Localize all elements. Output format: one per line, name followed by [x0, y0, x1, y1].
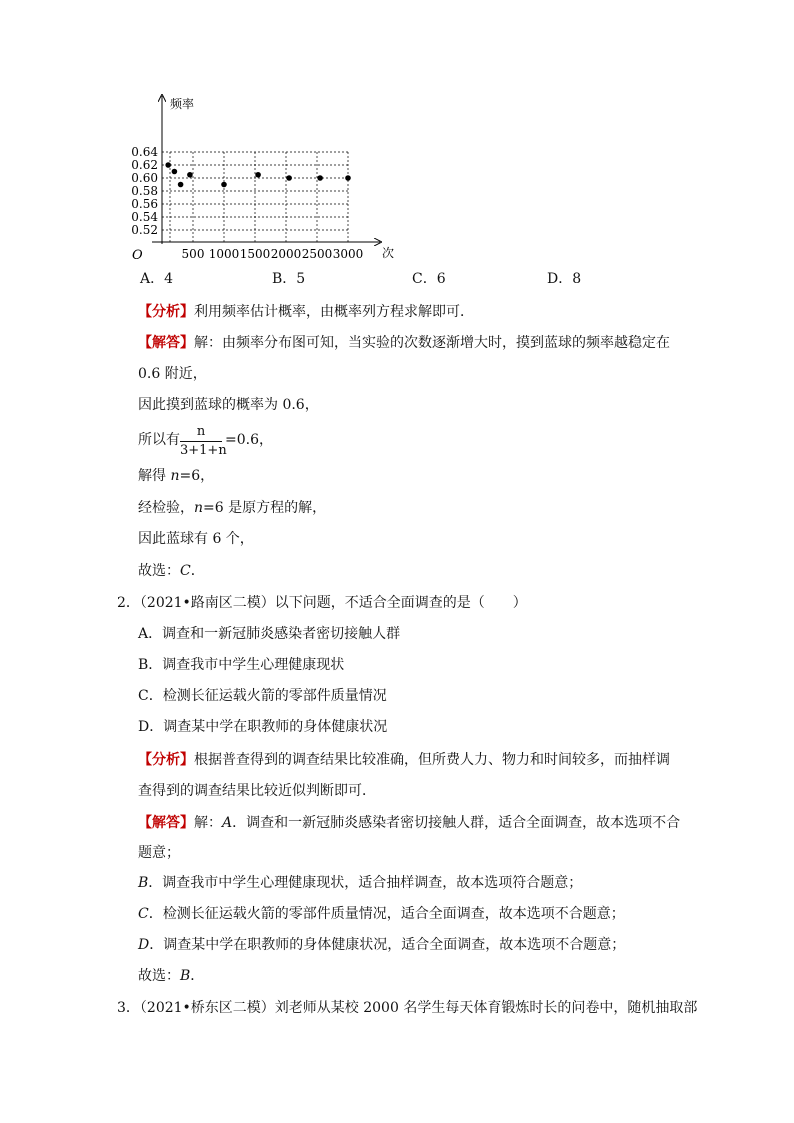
- option-c: C．6: [412, 271, 446, 287]
- q2-answer-b: B．调查我市中学生心理健康现状，适合抽样调查，故本选项符合题意；: [138, 875, 583, 891]
- x-tick-label: 500: [181, 247, 205, 261]
- q2-option-b: B．调查我市中学生心理健康现状: [138, 657, 345, 673]
- fraction-numerator: n: [196, 424, 206, 439]
- y-tick-label: 0.54: [131, 210, 158, 224]
- y-tick-label: 0.64: [131, 145, 158, 159]
- x-tick-label: 2000: [270, 247, 302, 261]
- x-axis-label: 次: [382, 246, 395, 260]
- q2-answer-a-line-1: 【解答】解：A．调查和一新冠肺炎感染者密切接触人群，适合全面调查，故本选项不合: [138, 815, 681, 831]
- x-tick-label: 1500: [239, 247, 271, 261]
- fraction-bar: [180, 441, 222, 442]
- q2-stem: 2．（2021•路南区二模）以下问题，不适合全面调查的是（ ）: [117, 595, 527, 611]
- x-tick-label: 3000: [332, 247, 364, 261]
- q2-analysis-line-1: 【分析】根据普查得到的调查结果比较准确，但所费人力、物力和时间较多，而抽样调: [138, 752, 670, 768]
- option-b: B．5: [272, 271, 306, 287]
- q2-option-c: C．检测长征运载火箭的零部件质量情况: [138, 688, 387, 704]
- data-point: [317, 175, 323, 181]
- q2-answer-c: C．检测长征运载火箭的零部件质量情况，适合全面调查，故本选项不合题意；: [138, 906, 625, 922]
- x-tick-label: 1000: [208, 247, 240, 261]
- data-point: [345, 175, 351, 181]
- data-point: [286, 175, 292, 181]
- x-tick-label: 2500: [301, 247, 333, 261]
- q2-answer-a-line-2: 题意；: [138, 845, 180, 861]
- q1-answer-line-1: 【解答】解：由频率分布图可知，当实验的次数逐渐增大时，摸到蓝球的频率越稳定在: [138, 335, 670, 351]
- frequency-scatter-chart: [130, 92, 400, 262]
- data-point: [165, 162, 171, 168]
- q1-result: 因此蓝球有 6 个，: [138, 531, 254, 547]
- q2-option-a: A．调查和一新冠肺炎感染者密切接触人群: [138, 626, 401, 642]
- equation-prefix: 所以有: [138, 432, 180, 448]
- y-tick-label: 0.56: [131, 197, 158, 211]
- y-tick-label: 0.62: [131, 158, 158, 172]
- data-point: [187, 172, 193, 178]
- q2-analysis-line-2: 查得到的调查结果比较近似判断即可．: [138, 783, 376, 799]
- y-tick-label: 0.52: [131, 223, 158, 237]
- q1-analysis: 【分析】利用频率估计概率，由概率列方程求解即可．: [138, 304, 474, 320]
- fraction-denominator: 3+1+n: [180, 443, 227, 458]
- data-point: [221, 182, 227, 188]
- q1-solve: 解得 n=6，: [138, 468, 215, 484]
- q3-stem: 3．（2021•桥东区二模）刘老师从某校 2000 名学生每天体育锻炼时长的问卷中，随机抽取部: [117, 1000, 698, 1016]
- equation-suffix: =0.6，: [225, 432, 273, 448]
- q1-choice: 故选：C．: [138, 563, 205, 579]
- data-point: [178, 182, 184, 188]
- y-tick-label: 0.60: [131, 171, 158, 185]
- option-d: D．8: [547, 271, 582, 287]
- q2-choice: 故选：B．: [138, 968, 205, 984]
- q2-answer-d: D．调查某中学在职教师的身体健康状况，适合全面调查，故本选项不合题意；: [138, 937, 626, 953]
- y-tick-label: 0.58: [131, 184, 158, 198]
- chart-grid: [162, 152, 348, 242]
- data-point: [172, 169, 178, 175]
- origin-label: O: [132, 248, 143, 262]
- option-a: A．4: [140, 271, 174, 287]
- q2-option-d: D．调查某中学在职教师的身体健康状况: [138, 719, 388, 735]
- q1-answer-line-3: 因此摸到蓝球的概率为 0.6，: [138, 397, 319, 413]
- data-point: [255, 172, 261, 178]
- y-axis-label: 频率: [170, 97, 195, 111]
- q1-check: 经检验，n=6 是原方程的解，: [138, 500, 327, 516]
- q1-answer-line-2: 0.6 附近，: [138, 366, 207, 382]
